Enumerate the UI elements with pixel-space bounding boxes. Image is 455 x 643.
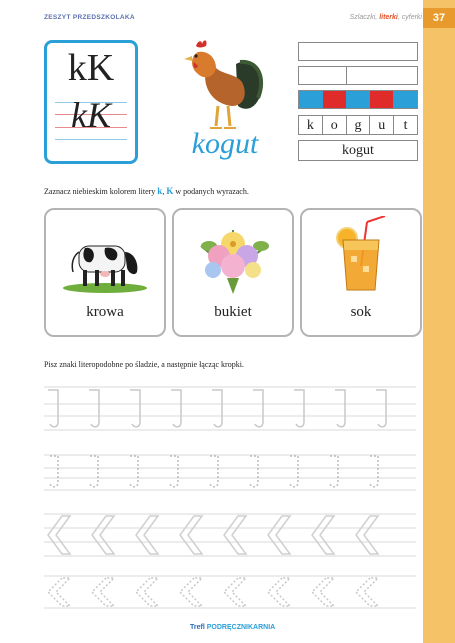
letter-box: u	[370, 116, 394, 134]
tracing-row-hooks	[44, 384, 416, 434]
printed-letters: kK	[67, 47, 115, 89]
vowel-consonant-cell	[299, 91, 323, 108]
section-title: Szlaczki, literki, cyferki	[349, 14, 422, 21]
letter-box: g	[347, 116, 371, 134]
word-box: kogut	[298, 140, 418, 161]
vowel-consonant-cell	[323, 91, 347, 108]
picture-card-krowa	[44, 208, 166, 337]
guide-line	[55, 139, 127, 140]
vowel-consonant-cell	[370, 91, 394, 108]
picture-card-bukiet	[172, 208, 294, 337]
script-letters: kK	[71, 95, 111, 135]
task-instruction: Pisz znaki literopodobne po śladzie, a następnie łącząc kropki.	[44, 360, 244, 369]
card-word: sok	[350, 304, 372, 320]
tracing-row-dotted	[44, 452, 416, 492]
bouquet-image	[183, 216, 283, 296]
juice-image	[311, 216, 411, 296]
sentence-scheme-bar	[298, 42, 418, 61]
card-word: bukiet	[214, 304, 252, 320]
series-title: ZESZYT PRZEDSZKOLAKA	[44, 14, 135, 21]
syllable-scheme-bar	[298, 66, 418, 85]
vowel-consonant-cell	[346, 91, 370, 108]
letter-box: k	[299, 116, 323, 134]
sound-scheme-bar	[298, 90, 418, 109]
footer-logo: Trefl PODRĘCZNIKARNIA	[190, 624, 276, 631]
side-margin-band	[423, 0, 455, 643]
task-instruction: Zaznacz niebieskim kolorem litery k, K w podanych wyrazach.	[44, 186, 249, 196]
tracing-row-chevrons	[44, 510, 416, 560]
letter-card	[44, 40, 138, 164]
letter-box: o	[323, 116, 347, 134]
vowel-consonant-cell	[393, 91, 417, 108]
script-word: kogut	[191, 127, 259, 160]
picture-card-sok	[300, 208, 422, 337]
tracing-row-dotted-chevrons	[44, 572, 416, 612]
card-word: krowa	[86, 304, 124, 320]
rooster-image	[176, 34, 268, 134]
letter-boxes	[298, 115, 418, 135]
page-number: 37	[423, 8, 455, 28]
cow-image	[55, 216, 155, 296]
letter-box: t	[403, 118, 408, 133]
